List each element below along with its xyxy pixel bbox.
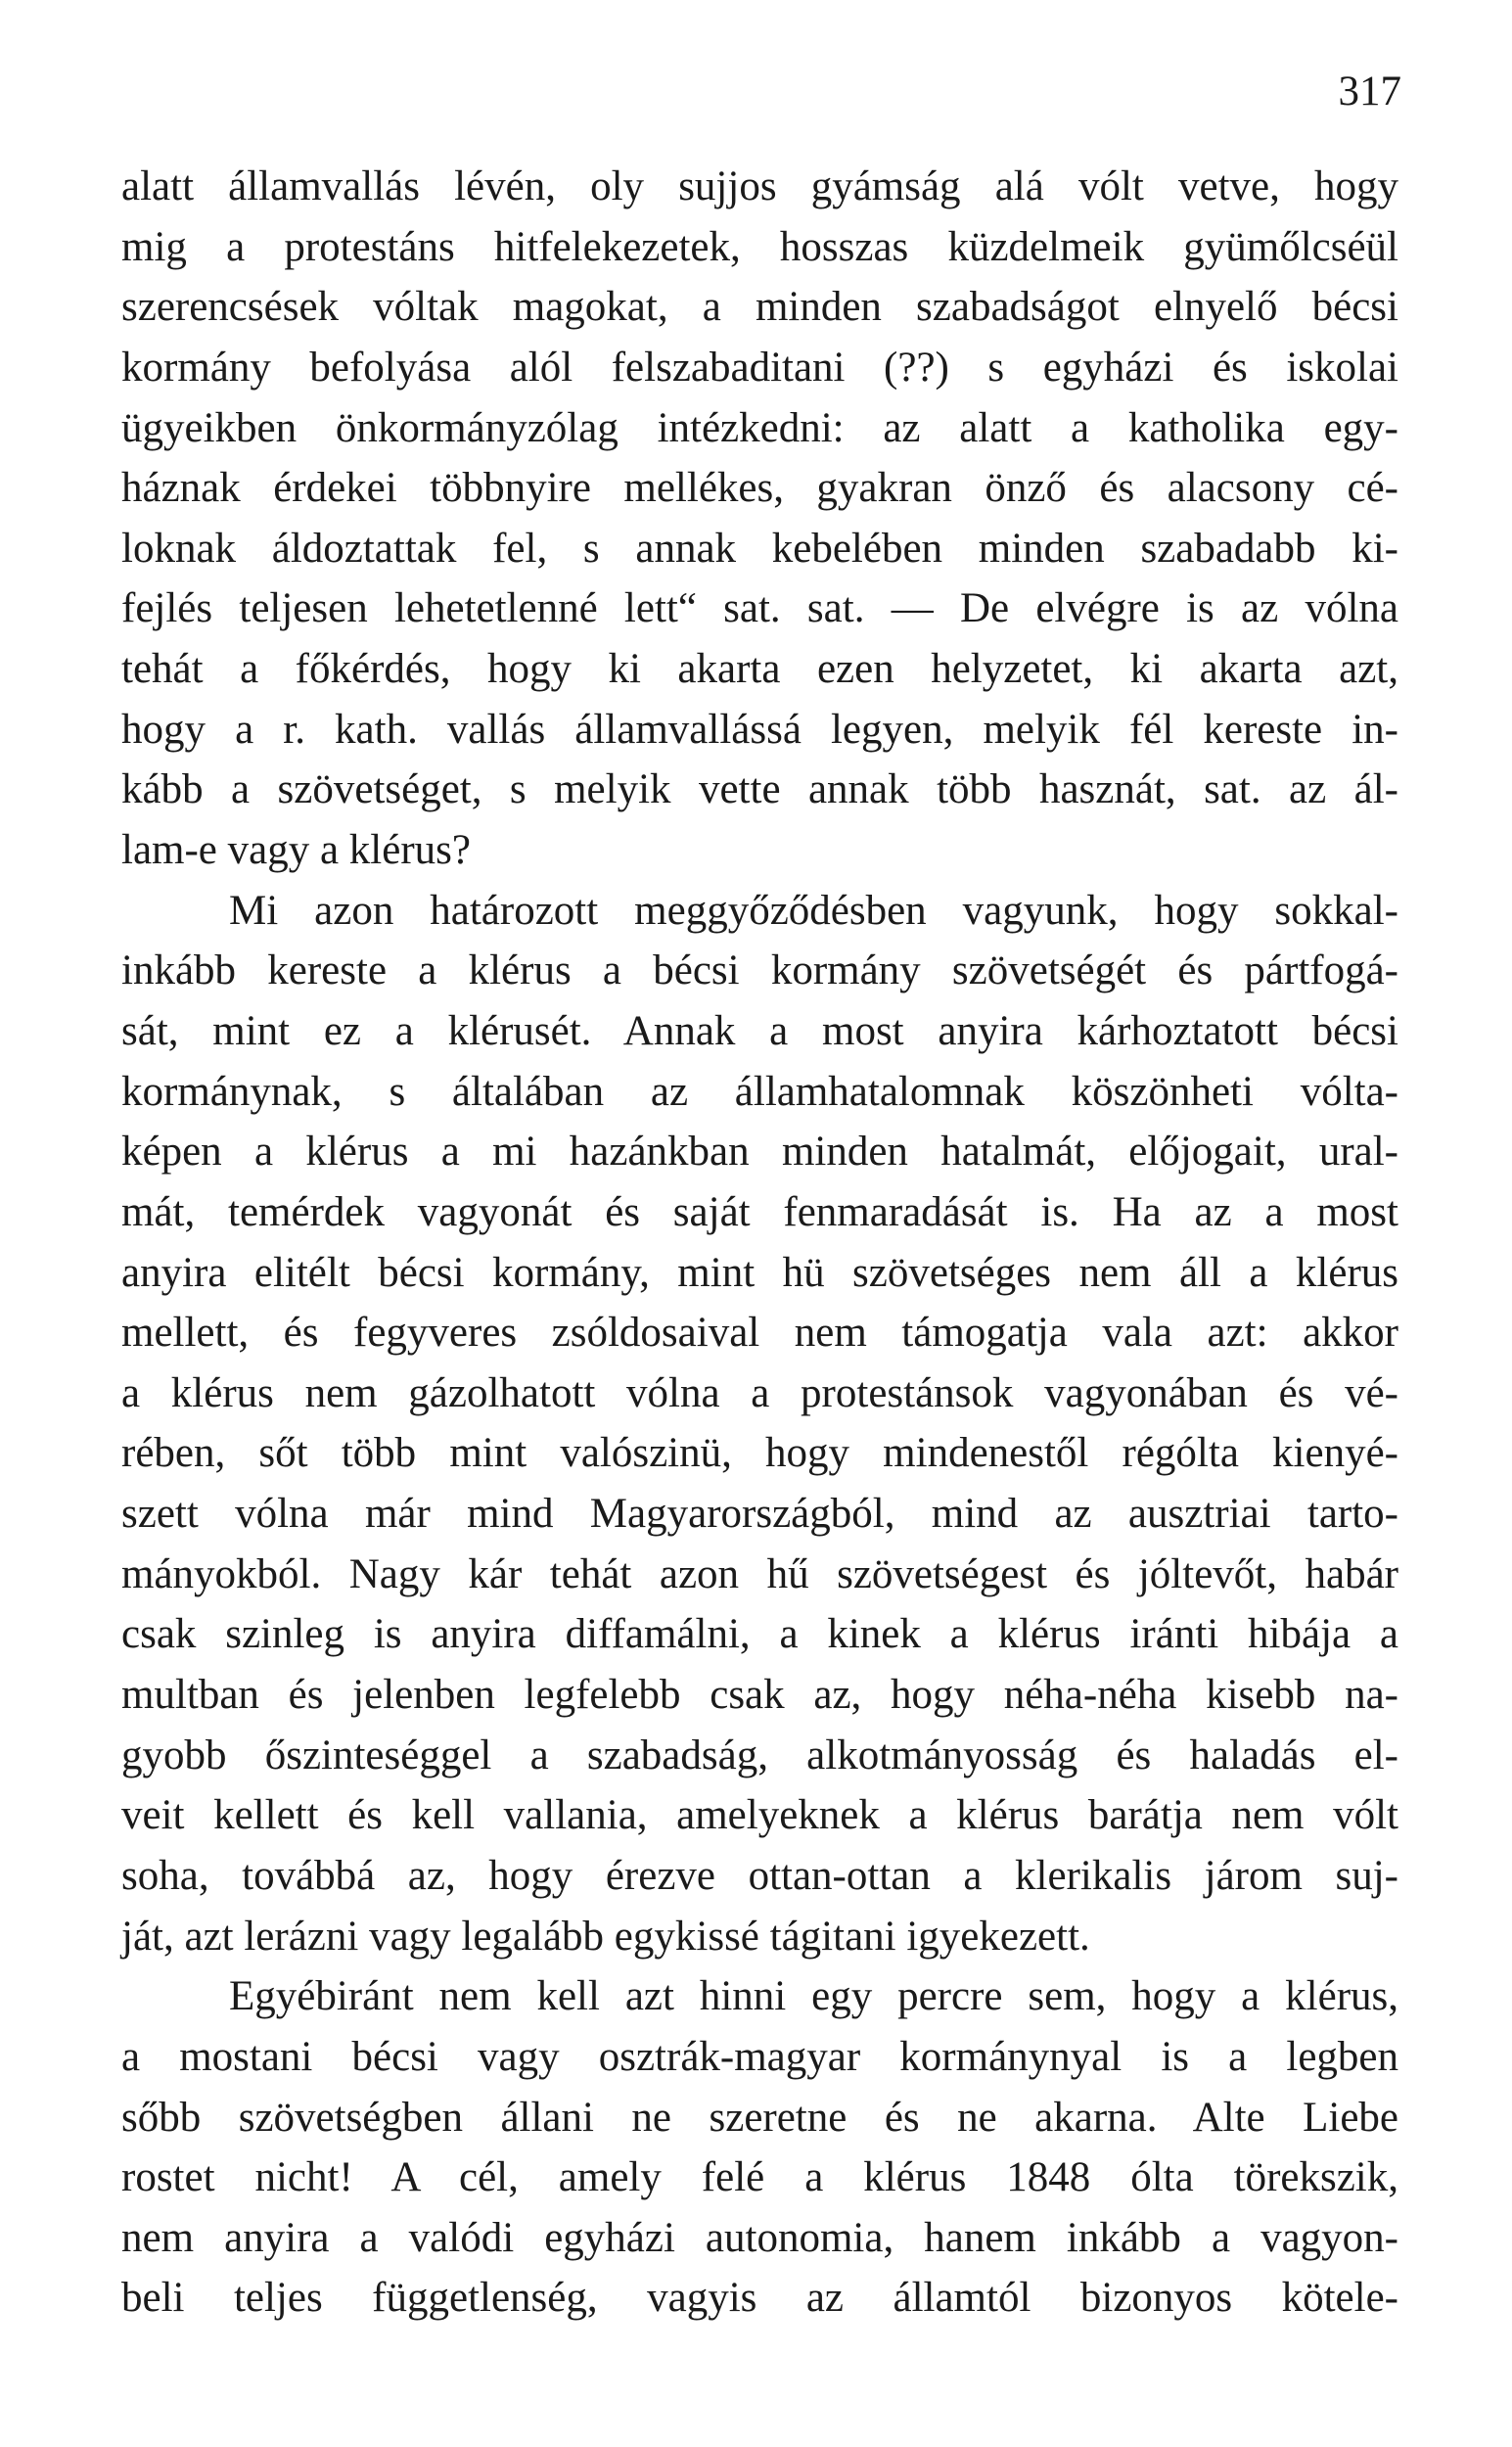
text-line: multban és jelenben legfelebb csak az, hogy néha-néha kisebb na- bbox=[121, 1672, 1398, 1719]
text-line: rostet nicht! A cél, amely felé a klérus 1848 ólta törekszik, bbox=[121, 2154, 1398, 2201]
text-line: mig a protestáns hitfelekezetek, hosszas küzdelmeik gyümőlcséül bbox=[121, 223, 1398, 270]
page-number: 317 bbox=[1338, 69, 1401, 115]
text-line: szett vólna már mind Magyarországból, mind az ausztriai tarto- bbox=[121, 1491, 1398, 1538]
body-text bbox=[121, 157, 1398, 2329]
text-line: ügyeikben önkormányzólag intézkedni: az alatt a katholika egy- bbox=[121, 404, 1398, 451]
text-line: rében, sőt több mint valószinü, hogy mindenestől régólta kienyé- bbox=[121, 1430, 1398, 1477]
text-line: ját, azt lerázni vagy legalább egykissé tágitani igyekezett. bbox=[121, 1913, 1090, 1960]
text-line: soha, továbbá az, hogy érezve ottan-ottan a klerikalis járom suj- bbox=[121, 1852, 1398, 1899]
text-line: háznak érdekei többnyire mellékes, gyakran önző és alacsony cé- bbox=[121, 465, 1398, 512]
text-line: sőbb szövetségben állani ne szeretne és ne akarna. Alte Liebe bbox=[121, 2094, 1398, 2141]
text-line: mát, temérdek vagyonát és saját fenmaradását is. Ha az a most bbox=[121, 1188, 1398, 1235]
text-line: loknak áldoztattak fel, s annak kebelében minden szabadabb ki- bbox=[121, 525, 1398, 572]
text-line: alatt államvallás lévén, oly sujjos gyámság alá vólt vetve, hogy bbox=[121, 163, 1398, 209]
text-line: inkább kereste a klérus a bécsi kormány szövetségét és pártfogá- bbox=[121, 947, 1398, 994]
text-line: a klérus nem gázolhatott vólna a protestánsok vagyonában és vé- bbox=[121, 1369, 1398, 1416]
text-line: fejlés teljesen lehetetlenné lett“ sat. sat. — De elvégre is az vólna bbox=[121, 585, 1398, 632]
text-line: Mi azon határozott meggyőződésben vagyunk, hogy sokkal- bbox=[229, 887, 1398, 934]
text-line: beli teljes függetlenség, vagyis az államtól bizonyos kötele- bbox=[121, 2275, 1398, 2322]
text-line: tehát a főkérdés, hogy ki akarta ezen helyzetet, ki akarta azt, bbox=[121, 646, 1398, 693]
text-line: kormány befolyása alól felszabaditani (??) s egyházi és iskolai bbox=[121, 344, 1398, 391]
text-line: képen a klérus a mi hazánkban minden hatalmát, előjogait, ural- bbox=[121, 1129, 1398, 1176]
text-line: anyira elitélt bécsi kormány, mint hü szövetséges nem áll a klérus bbox=[121, 1249, 1398, 1296]
text-line: csak szinleg is anyira diffamálni, a kinek a klérus iránti hibája a bbox=[121, 1611, 1398, 1658]
text-line: kormánynak, s általában az államhatalomnak köszönheti vólta- bbox=[121, 1068, 1398, 1115]
text-line: a mostani bécsi vagy osztrák-magyar kormánynyal is a legben bbox=[121, 2033, 1398, 2080]
text-line: gyobb őszinteséggel a szabadság, alkotmányosság és haladás el- bbox=[121, 1731, 1398, 1778]
text-line: kább a szövetséget, s melyik vette annak több hasznát, sat. az ál- bbox=[121, 766, 1398, 813]
text-line: lam-e vagy a klérus? bbox=[121, 827, 471, 874]
text-line: szerencsések vóltak magokat, a minden szabadságot elnyelő bécsi bbox=[121, 284, 1398, 331]
text-line: mellett, és fegyveres zsóldosaival nem támogatja vala azt: akkor bbox=[121, 1310, 1398, 1357]
text-line: hogy a r. kath. vallás államvallássá legyen, melyik fél kereste in- bbox=[121, 706, 1398, 753]
text-line: mányokból. Nagy kár tehát azon hű szövetségest és jóltevőt, habár bbox=[121, 1550, 1398, 1597]
text-line: sát, mint ez a klérusét. Annak a most anyira kárhoztatott bécsi bbox=[121, 1007, 1398, 1054]
text-line: Egyébiránt nem kell azt hinni egy percre sem, hogy a klérus, bbox=[229, 1973, 1398, 2020]
text-line: nem anyira a valódi egyházi autonomia, hanem inkább a vagyon- bbox=[121, 2214, 1398, 2261]
text-line: veit kellett és kell vallania, amelyeknek a klérus barátja nem vólt bbox=[121, 1792, 1398, 1839]
